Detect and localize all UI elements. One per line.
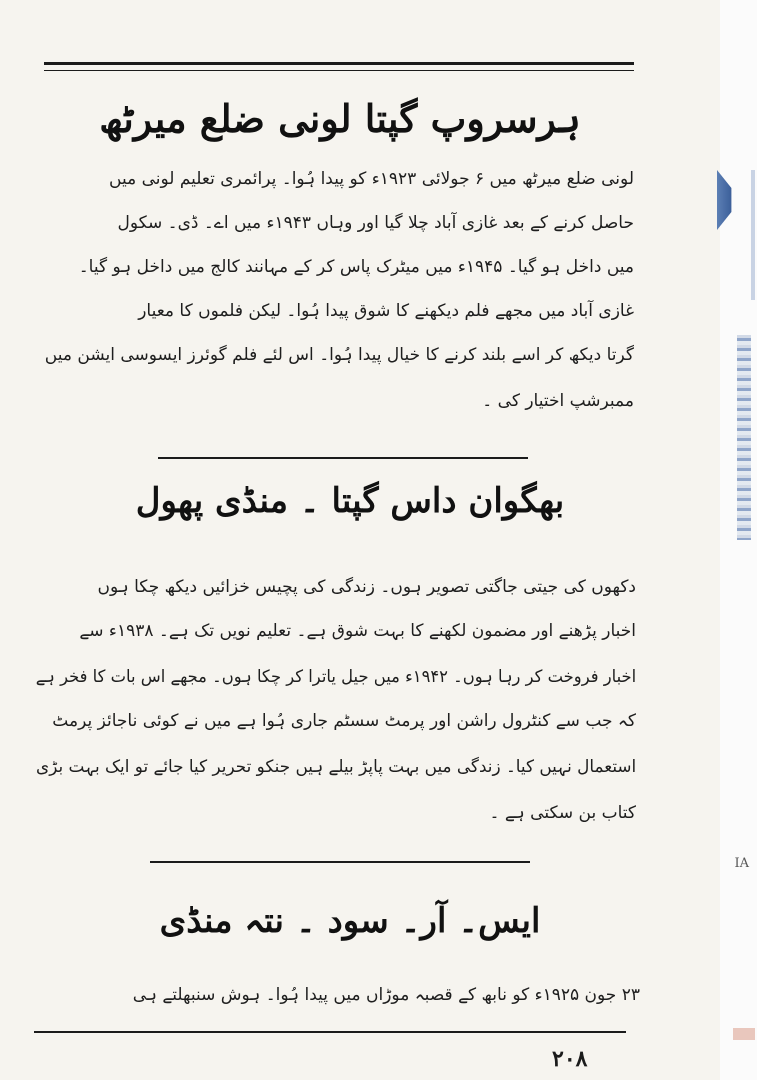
edge-blue-tab — [717, 170, 753, 230]
top-double-rule-thin — [44, 70, 634, 71]
section3-title: ایس۔ آر۔ سود ۔ نتہ منڈی — [159, 901, 541, 941]
section1-paragraph: لونی ضلع میرٹھ میں ۶ جولائی ۱۹۲۳ء کو پیدا ہُوا۔ پرائمری تعلیم لونی میں حاصل کرنے کے بعد غازی آباد چلا گیا اور وہاں ۱۹۴۳ء میں اے۔ ڈی۔ سکول میں داخل ہو گیا۔ ۱۹۴۵ء میں میٹرک پاس کر کے مہانند کالج میں داخل ہو گیا۔ غازی آباد میں مجھے فلم دیکھنے کا شوق پیدا ہُوا۔ لیکن فلموں کا معیار گرتا دیکھ کر اسے بلند کرنے کا خیال پیدا ہُوا۔ اس لئے فلم گوئرز ایسوسی ایشن میں ممبرشپ اختیار کی ۔ — [44, 169, 634, 411]
top-double-rule-thick — [44, 62, 634, 65]
margin-side-number: IA — [734, 856, 749, 871]
edge-pink-tab — [733, 1028, 755, 1040]
section-divider-1 — [158, 457, 528, 459]
section-divider-2 — [150, 861, 530, 863]
section2-paragraph: دکھوں کی جیتی جاگتی تصویر ہوں۔ زندگی کی پچیس خزائیں دیکھ چکا ہوں اخبار پڑھنے اور مضمون لکھنے کا بہت شوق ہے۔ تعلیم نویں تک ہے۔ ۱۹۳۸ء سے اخبار فروخت کر رہا ہوں۔ ۱۹۴۲ء میں جیل یاترا کر چکا ہوں۔ مجھے اس بات کا فخر ہے کہ جب سے کنٹرول راشن اور پرمٹ سسٹم جاری ہُوا ہے میں نے کوئی ناجائز پرمٹ استعمال نہیں کیا۔ زندگی میں بہت پاپڑ بیلے ہیں جنکو تحریر کیا جائے تو ایک بہت بڑی کتاب بن سکتی ہے ۔ — [35, 577, 636, 823]
section1-title: ہرسروپ گپتا لونی ضلع میرٹھ — [99, 96, 581, 141]
bottom-rule — [34, 1031, 626, 1033]
edge-stripe — [751, 170, 755, 300]
page-number: ۲۰۸ — [552, 1046, 588, 1072]
section3-paragraph: ۲۳ جون ۱۹۲۵ء کو نابھ کے قصبہ موڑاں میں پیدا ہُوا۔ ہوش سنبھلتے ہی — [132, 985, 640, 1005]
section2-title: بھگوان داس گپتا ۔ منڈی پھول — [135, 481, 565, 521]
edge-blue-smudge — [737, 335, 751, 540]
adjacent-page-edge — [720, 0, 757, 1080]
